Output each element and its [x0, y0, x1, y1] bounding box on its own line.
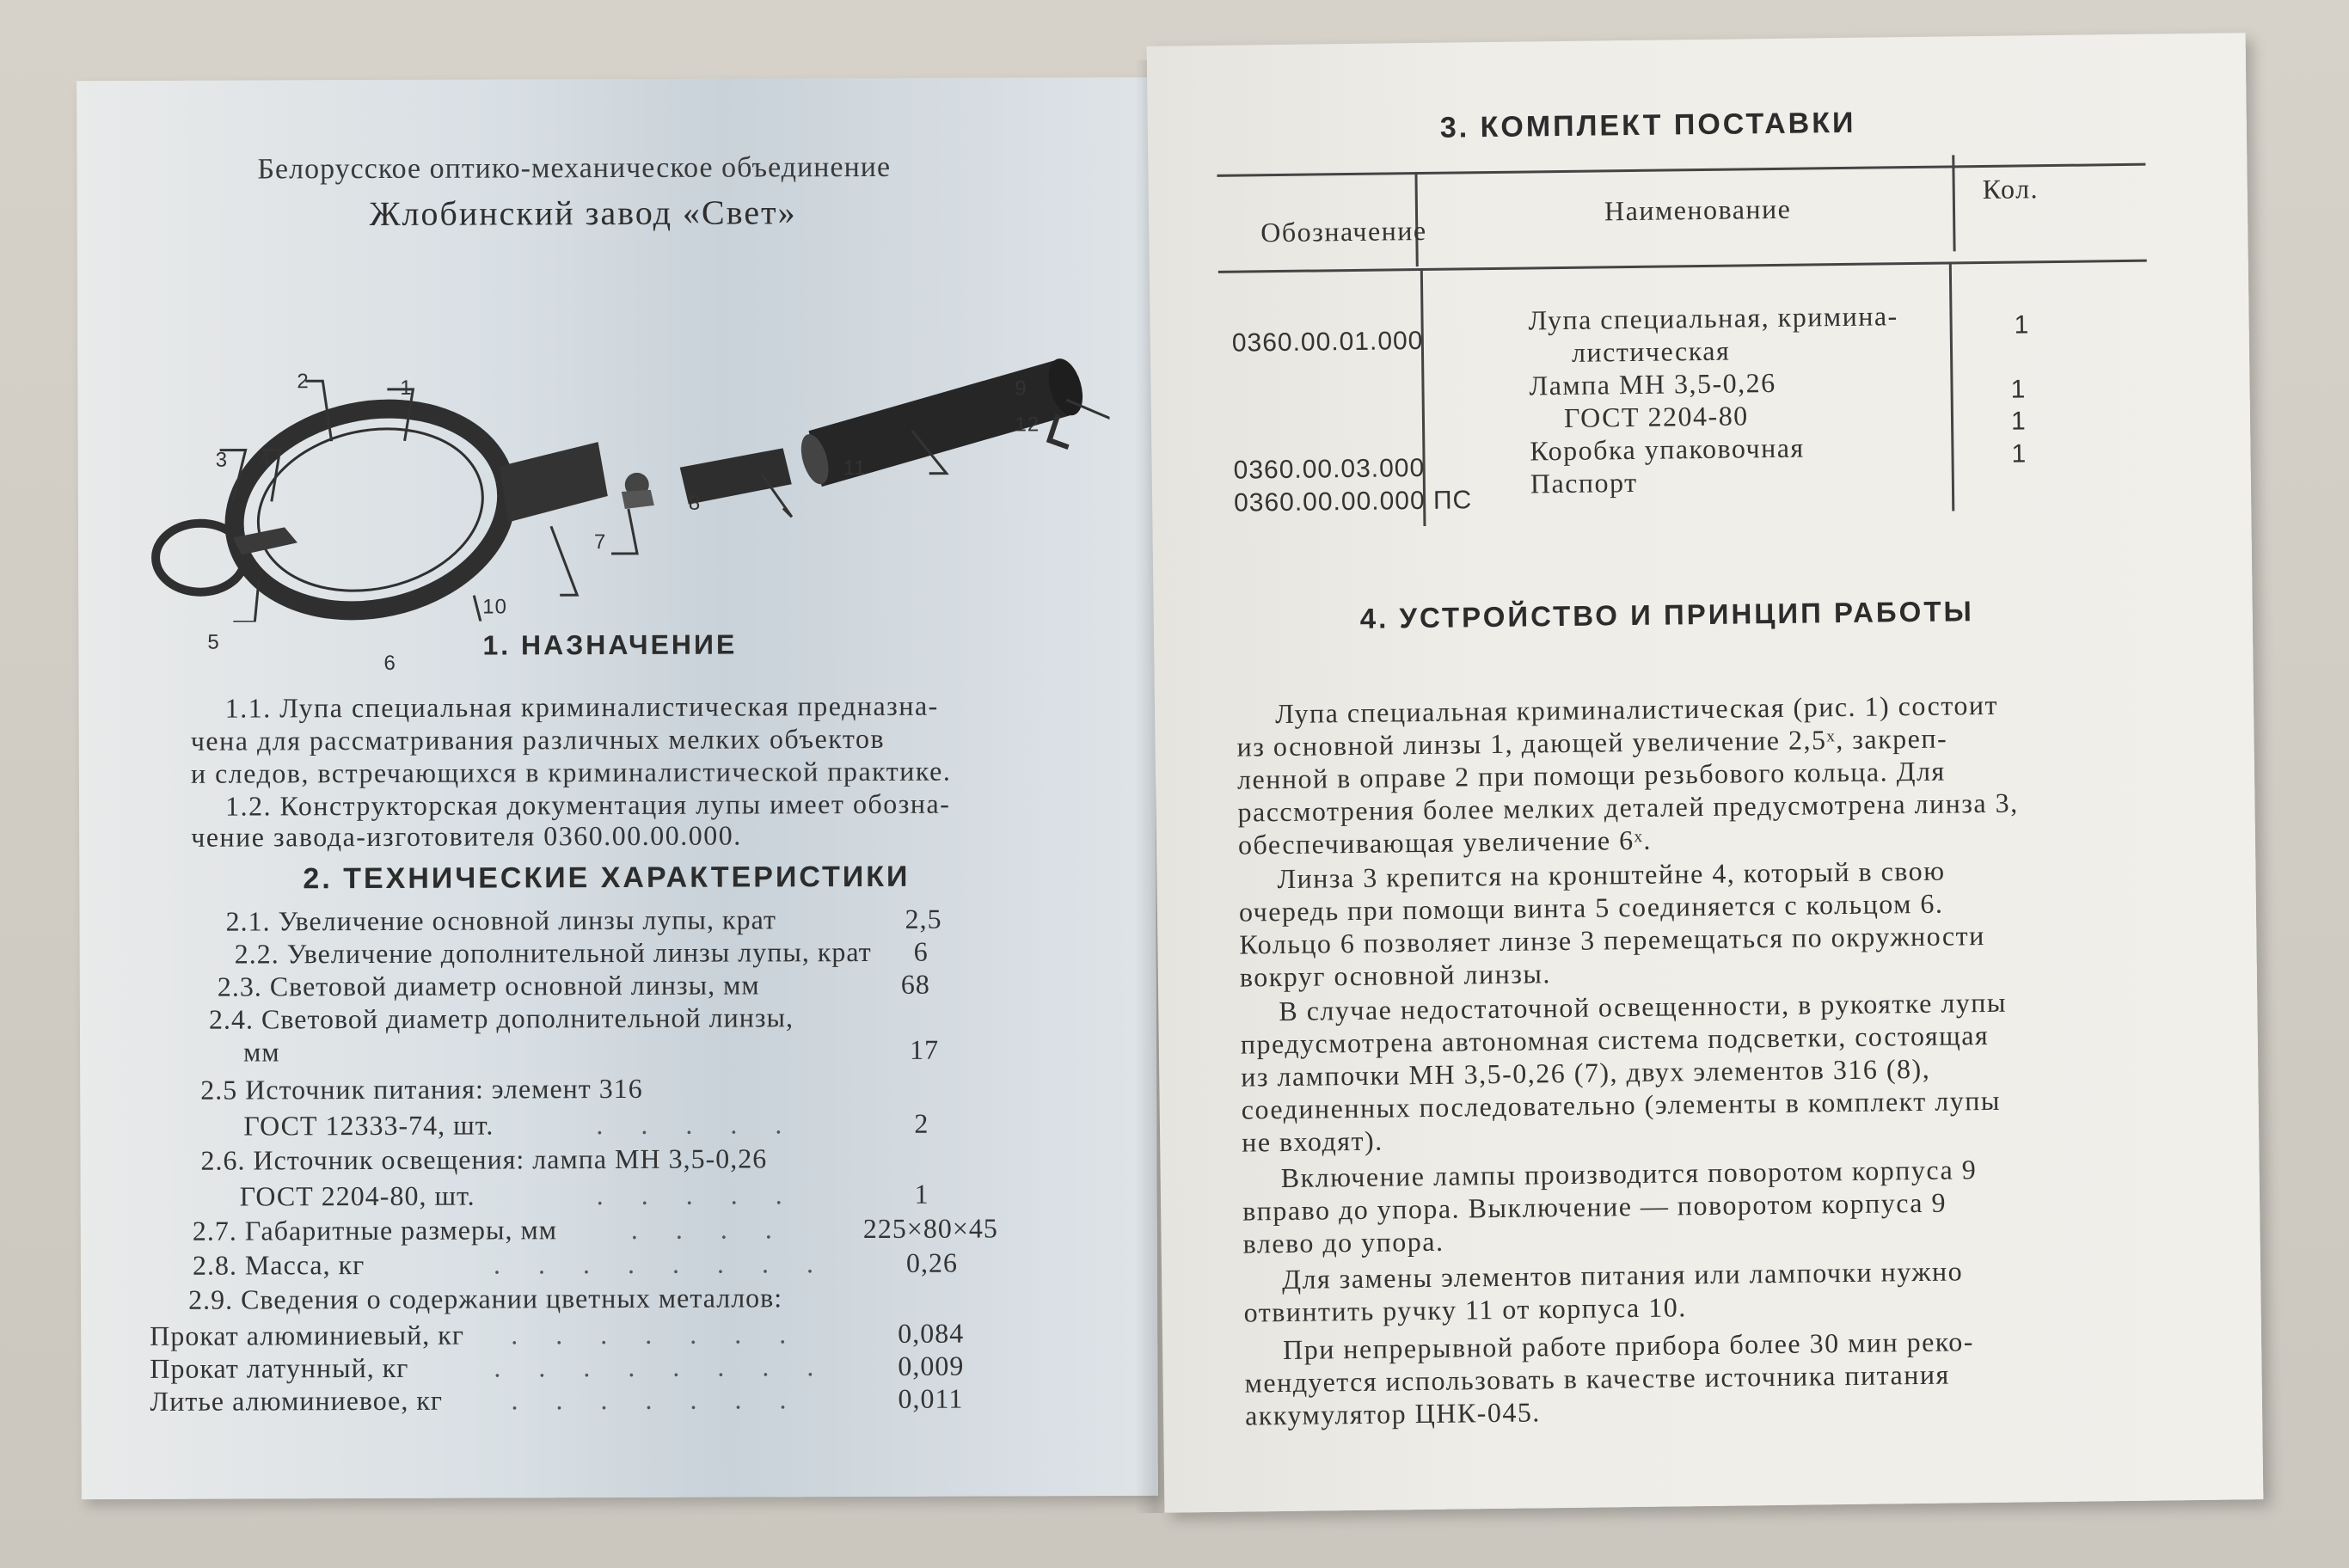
section-4-line: Включение лампы производится поворотом корпуса 9: [1280, 1154, 1978, 1194]
section-4-line: В случае недостаточной освещенности, в рукоятке лупы: [1279, 986, 2008, 1027]
left-page: [77, 77, 1158, 1499]
column-header-designation: Обозначение: [1260, 214, 1427, 248]
section-3-title: 3. КОМПЛЕКТ ПОСТАВКИ: [1439, 106, 1856, 144]
table-rule: [1218, 260, 2147, 273]
spec-row: 2.4. Световой диаметр дополнительной линзы,: [208, 1001, 794, 1035]
table-cell-code: 0360.00.01.000: [1231, 326, 1424, 358]
section-1-line: чена для рассматривания различных мелких объектов: [190, 722, 886, 756]
figure-label: 2: [297, 370, 310, 394]
organization-name: Белорусское оптико-механическое объединение: [257, 150, 892, 186]
section-4-line: из лампочки МН 3,5-0,26 (7), двух элементов 316 (8),: [1241, 1052, 1931, 1093]
figure-label: 10: [482, 595, 508, 619]
spec-row: ГОСТ 2204-80, шт. . . . . . 1: [239, 1178, 929, 1212]
table-cell-code: 0360.00.00.000 ПС: [1233, 486, 1473, 518]
figure-label: 5: [207, 630, 220, 654]
section-4-line: Лупа специальная криминалистическая (рис. 1) состоит: [1274, 689, 1999, 730]
section-4-line: Кольцо 6 позволяет линзе 3 перемещаться по окружности: [1239, 920, 1985, 960]
spec-row: 2.9. Сведения о содержании цветных металлов:: [188, 1282, 783, 1315]
spec-table: [148, 903, 1130, 1473]
magnifier-illustration: [129, 215, 1111, 622]
table-divider: [1949, 261, 1955, 511]
spec-row: 2.7. Габаритные размеры, мм . . . . 225×80×45: [192, 1212, 998, 1246]
spec-row: 2.1. Увеличение основной линзы лупы, крат 2,5: [225, 903, 942, 937]
section-4-line: Линза 3 крепится на кронштейне 4, который в свою: [1277, 854, 1946, 895]
section-4-line: не входят).: [1241, 1124, 1383, 1158]
spec-row: 2.6. Источник освещения: лампа МН 3,5-0,26: [200, 1142, 768, 1176]
spec-row: 2.5 Источник питания: элемент 316: [200, 1072, 643, 1106]
column-header-qty: Кол.: [1982, 173, 2039, 205]
figure-label: 7: [593, 530, 607, 554]
figure-label: 4: [258, 448, 272, 472]
table-cell-code: 0360.00.03.000: [1233, 453, 1426, 485]
section-1-line: и следов, встречающихся в криминалистической практике.: [190, 755, 952, 789]
figure-label: 1: [400, 376, 413, 400]
table-cell-qty: 1: [2010, 375, 2027, 404]
section-2-title: 2. ТЕХНИЧЕСКИЕ ХАРАКТЕРИСТИКИ: [303, 860, 911, 896]
spec-row: 2.3. Световой диаметр основной линзы, мм 68: [217, 968, 930, 1002]
table-cell-name: Паспорт: [1530, 466, 1638, 499]
section-4-line: предусмотрена автономная система подсветки, состоящая: [1240, 1019, 1990, 1060]
right-page: [1147, 33, 2264, 1512]
table-divider: [1952, 155, 1955, 251]
table-cell-qty: 1: [2014, 310, 2030, 340]
table-cell-qty: 1: [2011, 439, 2027, 469]
section-4-line: ленной в оправе 2 при помощи резьбового кольца. Для: [1236, 755, 1946, 795]
table-cell-name: Лупа специальная, кримина-: [1528, 300, 1898, 336]
section-1-line: 1.2. Конструкторская документация лупы имеет обозна-: [225, 787, 951, 822]
table-cell-name: ГОСТ 2204-80: [1563, 400, 1749, 433]
spec-row: 2.8. Масса, кг . . . . . . . . 0,26: [192, 1246, 958, 1281]
section-4-line: влево до упора.: [1242, 1225, 1444, 1259]
section-4-line: вправо до упора. Выключение — поворотом корпуса 9: [1242, 1186, 1947, 1227]
figure-label: 12: [1015, 413, 1040, 437]
section-4-line: аккумулятор ЦНК-045.: [1244, 1396, 1542, 1431]
section-4-line: соединенных последовательно (элементы в комплект лупы: [1241, 1084, 2002, 1125]
spec-row: Прокат алюминиевый, кг . . . . . . . 0,084: [150, 1317, 965, 1351]
column-header-name: Наименование: [1604, 193, 1792, 227]
table-cell-name: Лампа МН 3,5-0,26: [1529, 366, 1776, 401]
section-1-line: 1.1. Лупа специальная криминалистическая предназна-: [224, 689, 939, 724]
figure-label: 8: [688, 491, 702, 515]
spec-row: 2.2. Увеличение дополнительной линзы лупы, крат 6: [234, 935, 929, 970]
spec-row: ГОСТ 12333-74, шт. . . . . . 2: [243, 1107, 929, 1142]
figure-label: 9: [1015, 377, 1027, 401]
section-4-line: Для замены элементов питания или лампочки нужно: [1281, 1255, 1964, 1295]
table-cell-name: Коробка упаковочная: [1530, 432, 1805, 467]
section-1-title: 1. НАЗНАЧЕНИЕ: [482, 628, 738, 661]
table-cell-qty: 1: [2010, 407, 2027, 436]
spec-row: мм 17: [243, 1033, 940, 1068]
spec-row: Прокат латунный, кг . . . . . . . . 0,009: [150, 1350, 965, 1384]
section-4-line: вокруг основной линзы.: [1239, 958, 1552, 993]
section-4-line: отвинтить ручку 11 от корпуса 10.: [1243, 1291, 1687, 1328]
section-1-line: чение завода-изготовителя 0360.00.00.000.: [191, 819, 742, 853]
section-4-line: При непрерывной работе прибора более 30 мин реко-: [1282, 1326, 1975, 1366]
section-4-line: мендуется использовать в качестве источника питания: [1244, 1358, 1950, 1399]
table-cell-name: листическая: [1571, 334, 1731, 368]
section-4-line: обеспечивающая увеличение 6ˣ.: [1237, 824, 1653, 861]
figure-label: 6: [383, 651, 396, 675]
spec-row: Литье алюминиевое, кг . . . . . . . 0,011: [150, 1382, 964, 1417]
figure-label: 3: [215, 448, 229, 472]
section-4-line: из основной линзы 1, дающей увеличение 2,5ˣ, закреп-: [1236, 722, 1948, 763]
section-4-title: 4. УСТРОЙСТВО И ПРИНЦИП РАБОТЫ: [1359, 595, 1974, 634]
factory-name: Жлобинский завод «Свет»: [369, 193, 797, 234]
section-4-line: рассмотрения более мелких деталей предусмотрена линза 3,: [1237, 787, 2019, 828]
section-4-line: очередь при помощи винта 5 соединяется с кольцом 6.: [1238, 887, 1944, 928]
figure-label: 11: [843, 456, 867, 481]
